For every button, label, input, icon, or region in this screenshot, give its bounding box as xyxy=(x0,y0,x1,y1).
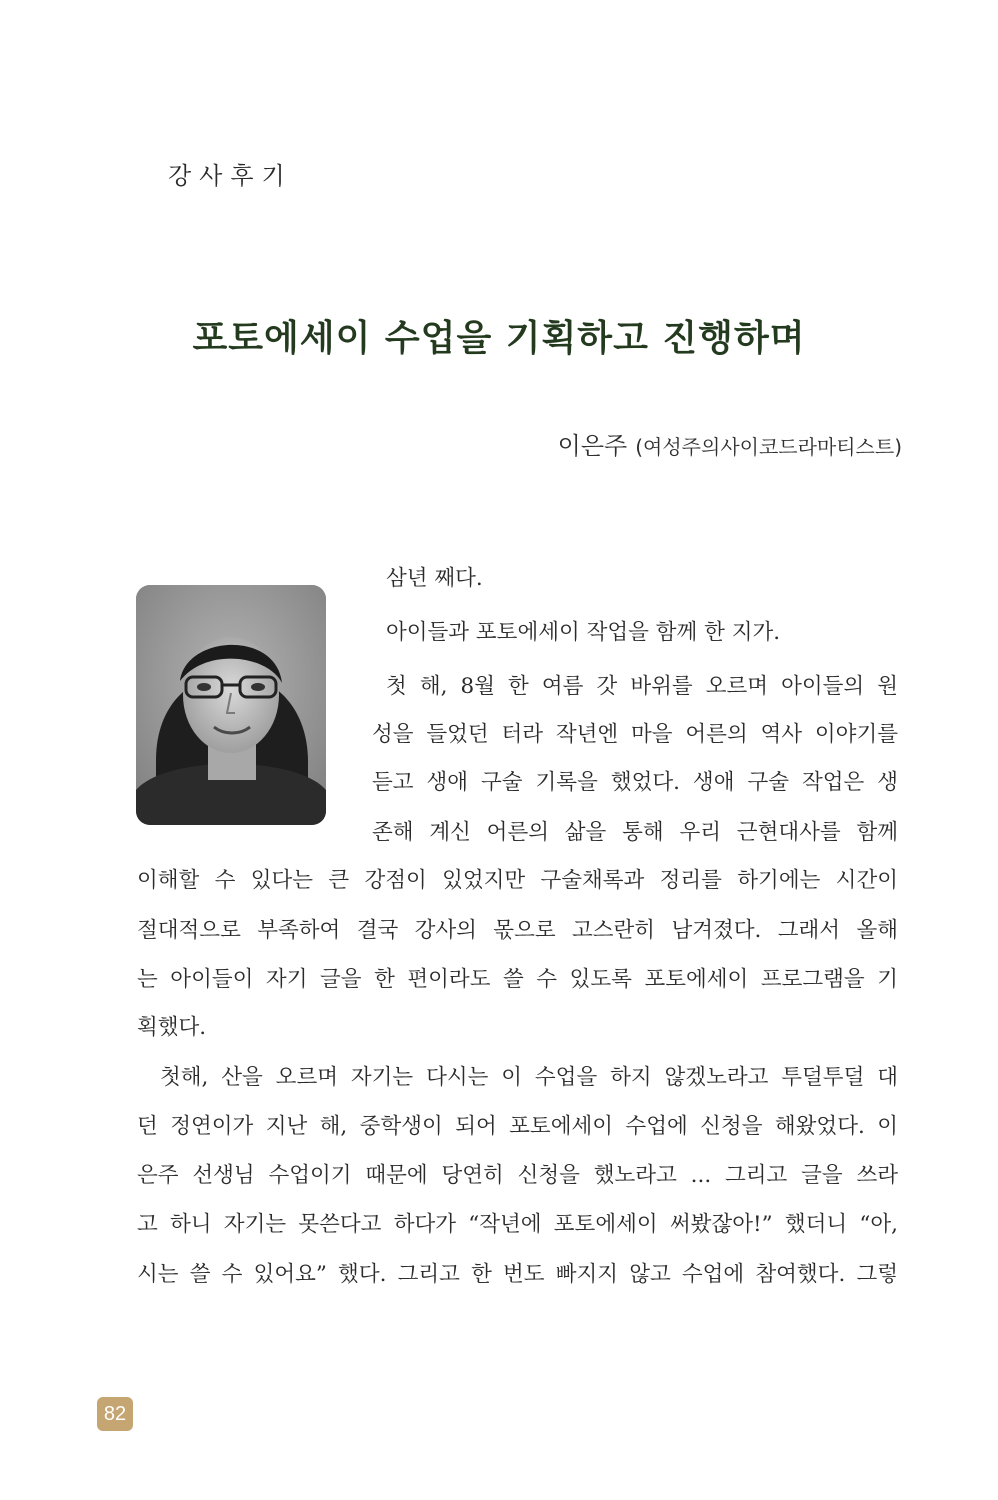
paragraph-line: 고 하니 자기는 못쓴다고 하다가 “작년에 포토에세이 써봤잖아!” 했더니 “아, xyxy=(137,1212,898,1237)
author-byline xyxy=(558,426,902,461)
article-title: 포토에세이 수업을 기획하고 진행하며 xyxy=(192,318,806,359)
paragraph-line: 존해 계신 어른의 삶을 통해 우리 근현대사를 함께 xyxy=(372,820,898,845)
paragraph-line: 첫 해, 8월 한 여름 갓 바위를 오르며 아이들의 원 xyxy=(386,674,898,699)
paragraph-line: 성을 들었던 터라 작년엔 마을 어른의 역사 이야기를 xyxy=(372,722,898,747)
paragraph-line: 던 정연이가 지난 해, 중학생이 되어 포토에세이 수업에 신청을 해왔었다. 이 xyxy=(137,1114,898,1139)
paragraph-line: 절대적으로 부족하여 결국 강사의 몫으로 고스란히 남겨졌다. 그래서 올해 xyxy=(137,918,898,943)
paragraph-line: 삼년 째다. xyxy=(386,566,483,591)
paragraph-line: 첫해, 산을 오르며 자기는 다시는 이 수업을 하지 않겠노라고 투덜투덜 대 xyxy=(160,1065,898,1090)
paragraph-line: 듣고 생애 구술 기록을 했었다. 생애 구술 작업은 생 xyxy=(372,770,898,795)
page-number-badge: 82 xyxy=(97,1397,133,1431)
section-label: 강사후기 xyxy=(168,162,293,190)
paragraph-line: 획했다. xyxy=(137,1015,207,1040)
paragraph-line: 시는 쓸 수 있어요” 했다. 그리고 한 번도 빠지지 않고 수업에 참여했다. 그렇 xyxy=(137,1262,898,1287)
paragraph-line: 는 아이들이 자기 글을 한 편이라도 쓸 수 있도록 포토에세이 프로그램을 기 xyxy=(137,967,898,992)
paragraph-line: 은주 선생님 수업이기 때문에 당연히 신청을 했노라고 ... 그리고 글을 쓰라 xyxy=(137,1163,898,1188)
paragraph-line: 이해할 수 있다는 큰 강점이 있었지만 구술채록과 정리를 하기에는 시간이 xyxy=(137,868,898,893)
paragraph-line: 아이들과 포토에세이 작업을 함께 한 지가. xyxy=(386,620,781,645)
author-name: 이은주 xyxy=(557,432,628,460)
author-affiliation: (여성주의사이코드라마티스트) xyxy=(635,435,902,459)
author-photo xyxy=(136,585,326,825)
